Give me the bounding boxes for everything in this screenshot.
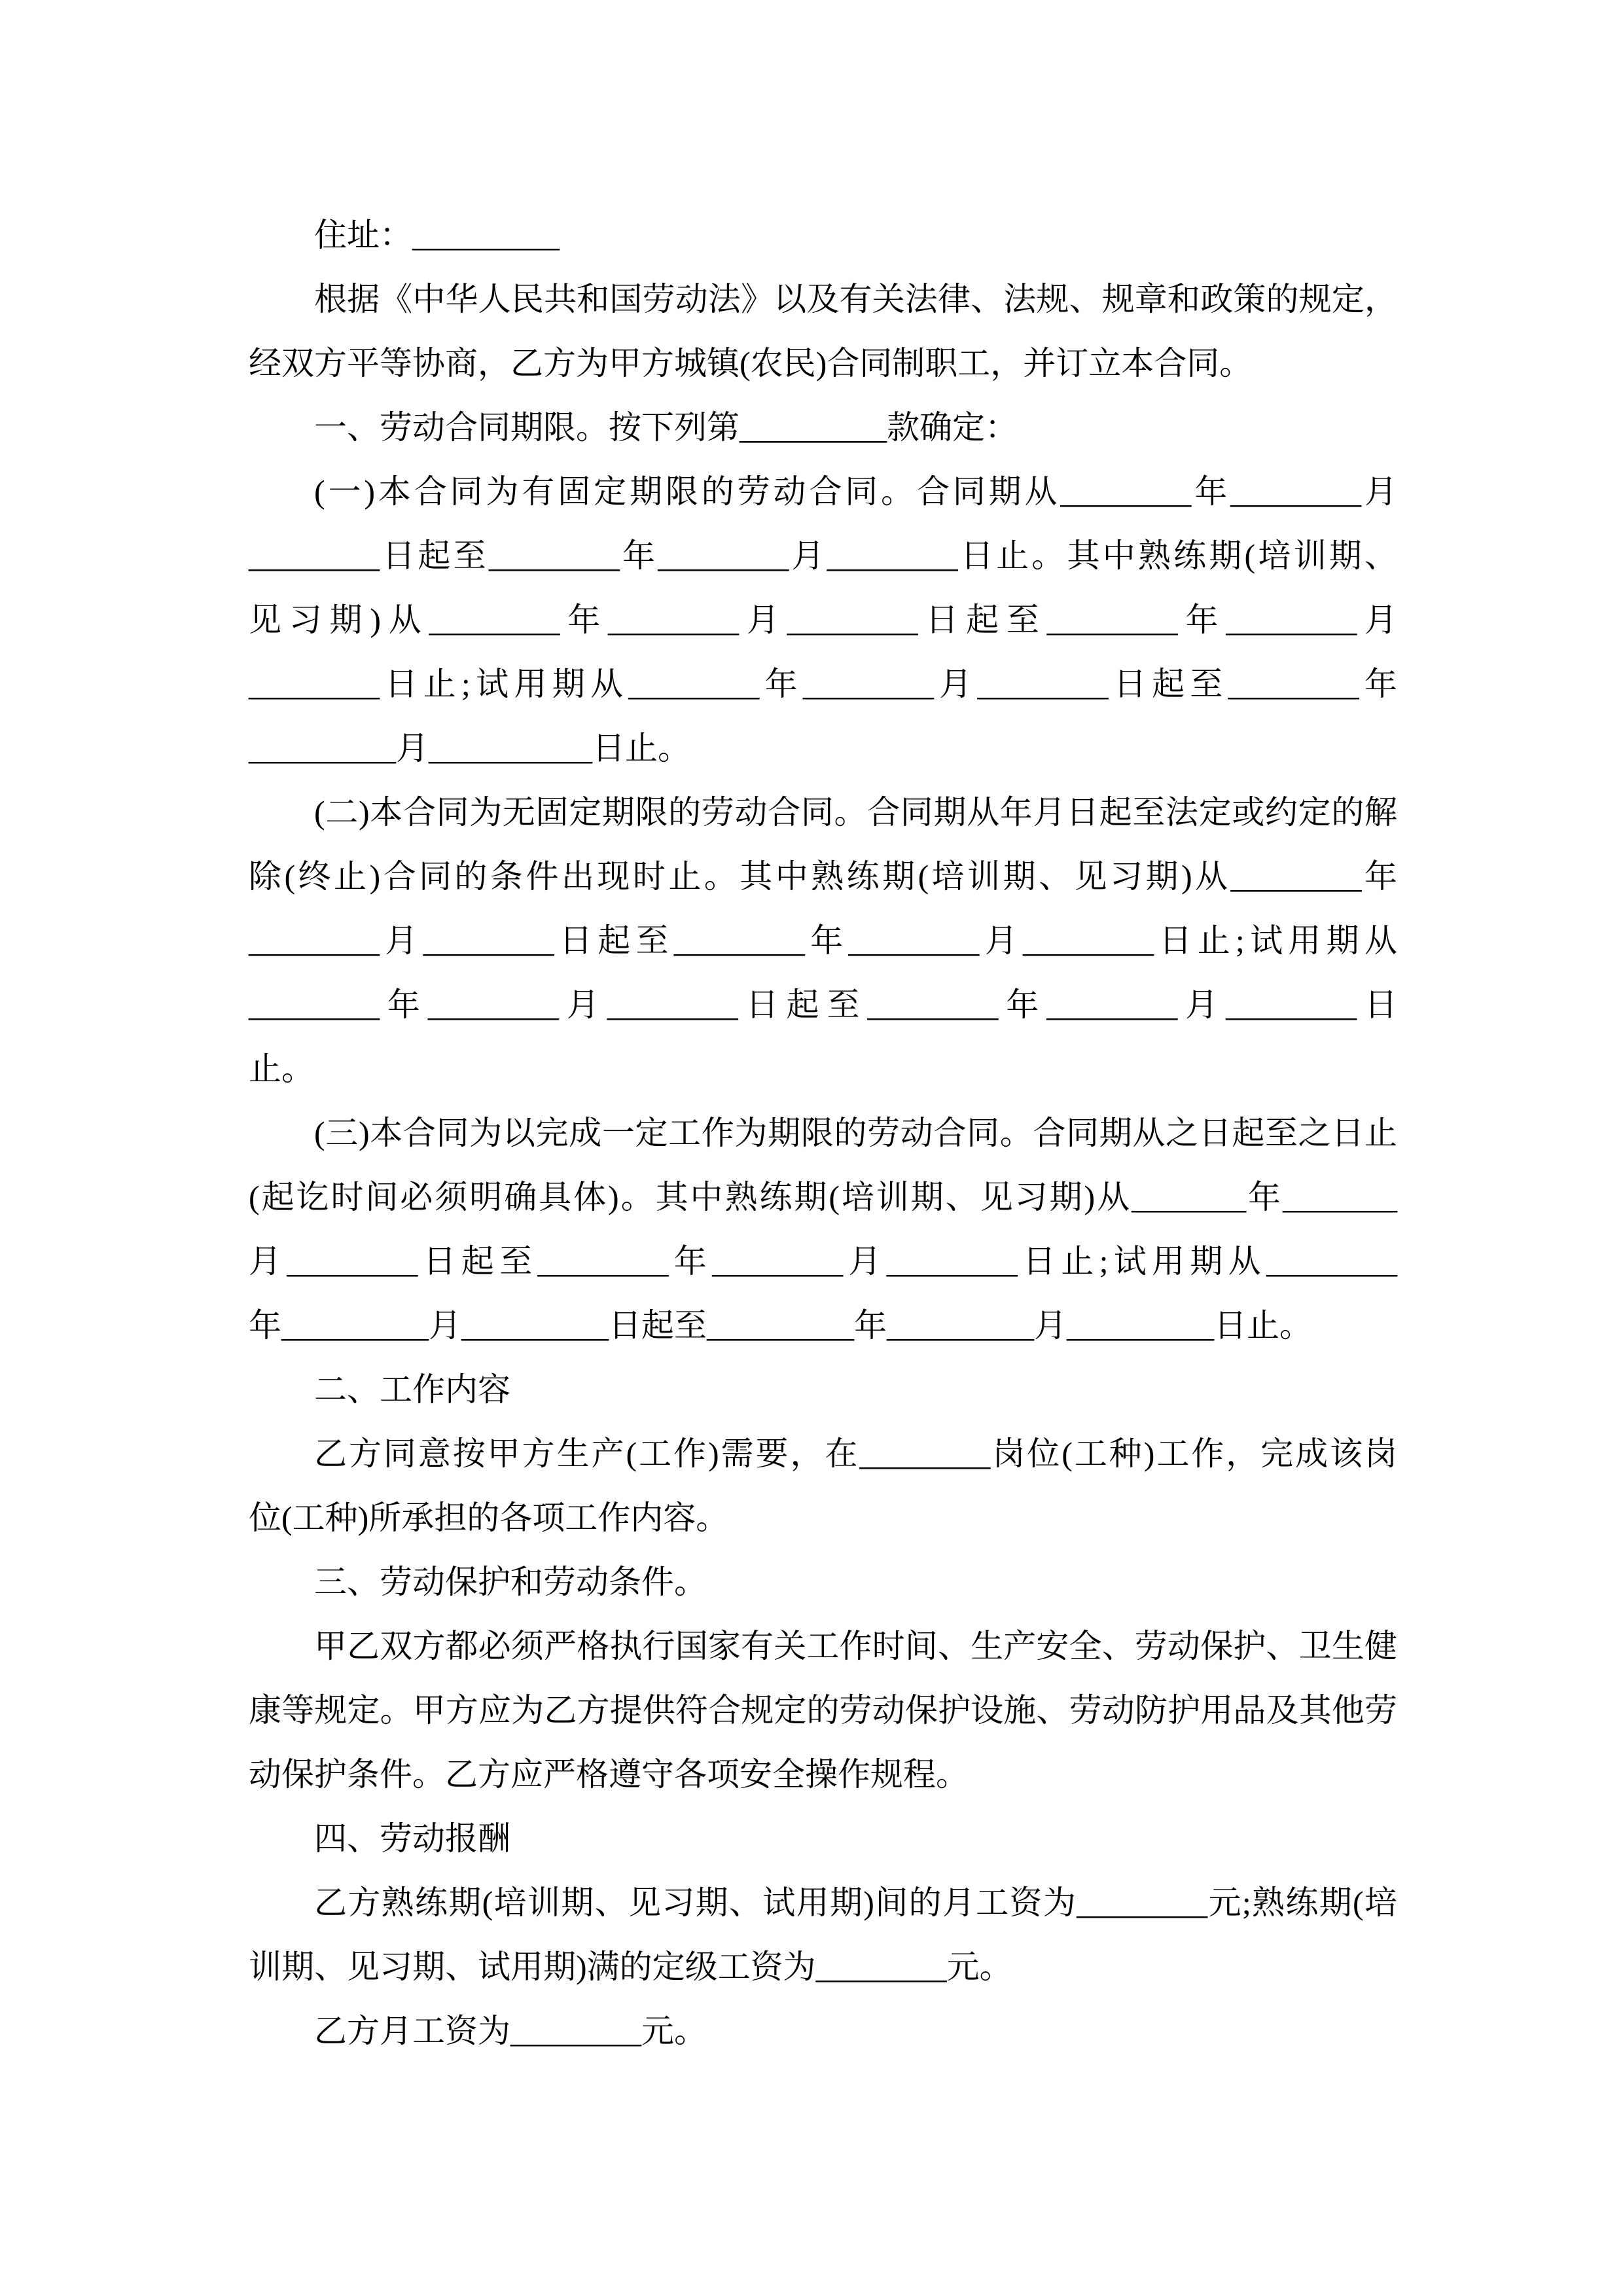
clause-1-heading: 一、劳动合同期限。按下列第_________款确定：	[314, 409, 1018, 446]
clause-1-item-2-line-4: ________年________月________日起至________年________月________日	[249, 986, 1397, 1023]
clause-1-item-3-line-2: (起讫时间必须明确具体)。其中熟练期(培训期、见习期)从_______年_______	[249, 1179, 1397, 1215]
clause-1-item-3-line-3: 月________日起至________年________月________日止;试用期从________	[249, 1243, 1397, 1280]
address-line: 住址：_________	[314, 217, 560, 253]
preamble-line-2: 经双方平等协商，乙方为甲方城镇(农民)合同制职工，并订立本合同。	[249, 345, 1253, 382]
clause-4-heading: 四、劳动报酬	[314, 1820, 510, 1857]
clause-1-item-1-line-1: (一)本合同为有固定期限的劳动合同。合同期从________年________月	[314, 473, 1397, 510]
clause-1-item-1-line-2: ________日起至________年________月________日止。其中熟练期(培训期、	[249, 537, 1397, 574]
clause-4-body-line-3: 乙方月工资为________元。	[314, 2013, 707, 2049]
clause-3-heading: 三、劳动保护和劳动条件。	[314, 1564, 707, 1600]
clause-1-item-3-line-1: (三)本合同为以完成一定工作为期限的劳动合同。合同期从之日起至之日止	[314, 1115, 1397, 1151]
clause-1-item-1-line-5: _________月__________日止。	[249, 730, 690, 766]
clause-3-body-line-2: 康等规定。甲方应为乙方提供符合规定的劳动保护设施、劳动防护用品及其他劳	[249, 1692, 1397, 1729]
clause-2-heading: 二、工作内容	[314, 1371, 510, 1408]
preamble-line-1: 根据《中华人民共和国劳动法》以及有关法律、法规、规章和政策的规定，	[314, 281, 1397, 317]
clause-3-body-line-3: 动保护条件。乙方应严格遵守各项安全操作规程。	[249, 1756, 969, 1793]
clause-1-item-2-line-5: 止。	[249, 1050, 314, 1087]
clause-1-item-3-line-4: 年_________月_________日起至_________年_________月_________日止。	[249, 1307, 1312, 1344]
clause-2-body-line-1: 乙方同意按甲方生产(工作)需要，在________岗位(工种)工作，完成该岗	[314, 1435, 1397, 1472]
clause-3-body-line-1: 甲乙双方都必须严格执行国家有关工作时间、生产安全、劳动保护、卫生健	[314, 1628, 1397, 1664]
clause-1-item-1-line-4: ________日止;试用期从________年________月________日起至________年	[249, 666, 1397, 702]
clause-1-item-2-line-1: (二)本合同为无固定期限的劳动合同。合同期从年月日起至法定或约定的解	[314, 794, 1397, 831]
clause-4-body-line-2: 训期、见习期、试用期)满的定级工资为________元。	[249, 1948, 1012, 1985]
clause-2-body-line-2: 位(工种)所承担的各项工作内容。	[249, 1499, 729, 1536]
clause-4-body-line-1: 乙方熟练期(培训期、见习期、试用期)间的月工资为________元;熟练期(培	[314, 1884, 1397, 1921]
clause-1-item-2-line-2: 除(终止)合同的条件出现时止。其中熟练期(培训期、见习期)从________年	[249, 858, 1397, 895]
clause-1-item-1-line-3: 见习期)从________年________月________日起至________年________月	[249, 601, 1397, 638]
clause-1-item-2-line-3: ________月________日起至________年________月________日止;试用期从	[249, 922, 1397, 959]
